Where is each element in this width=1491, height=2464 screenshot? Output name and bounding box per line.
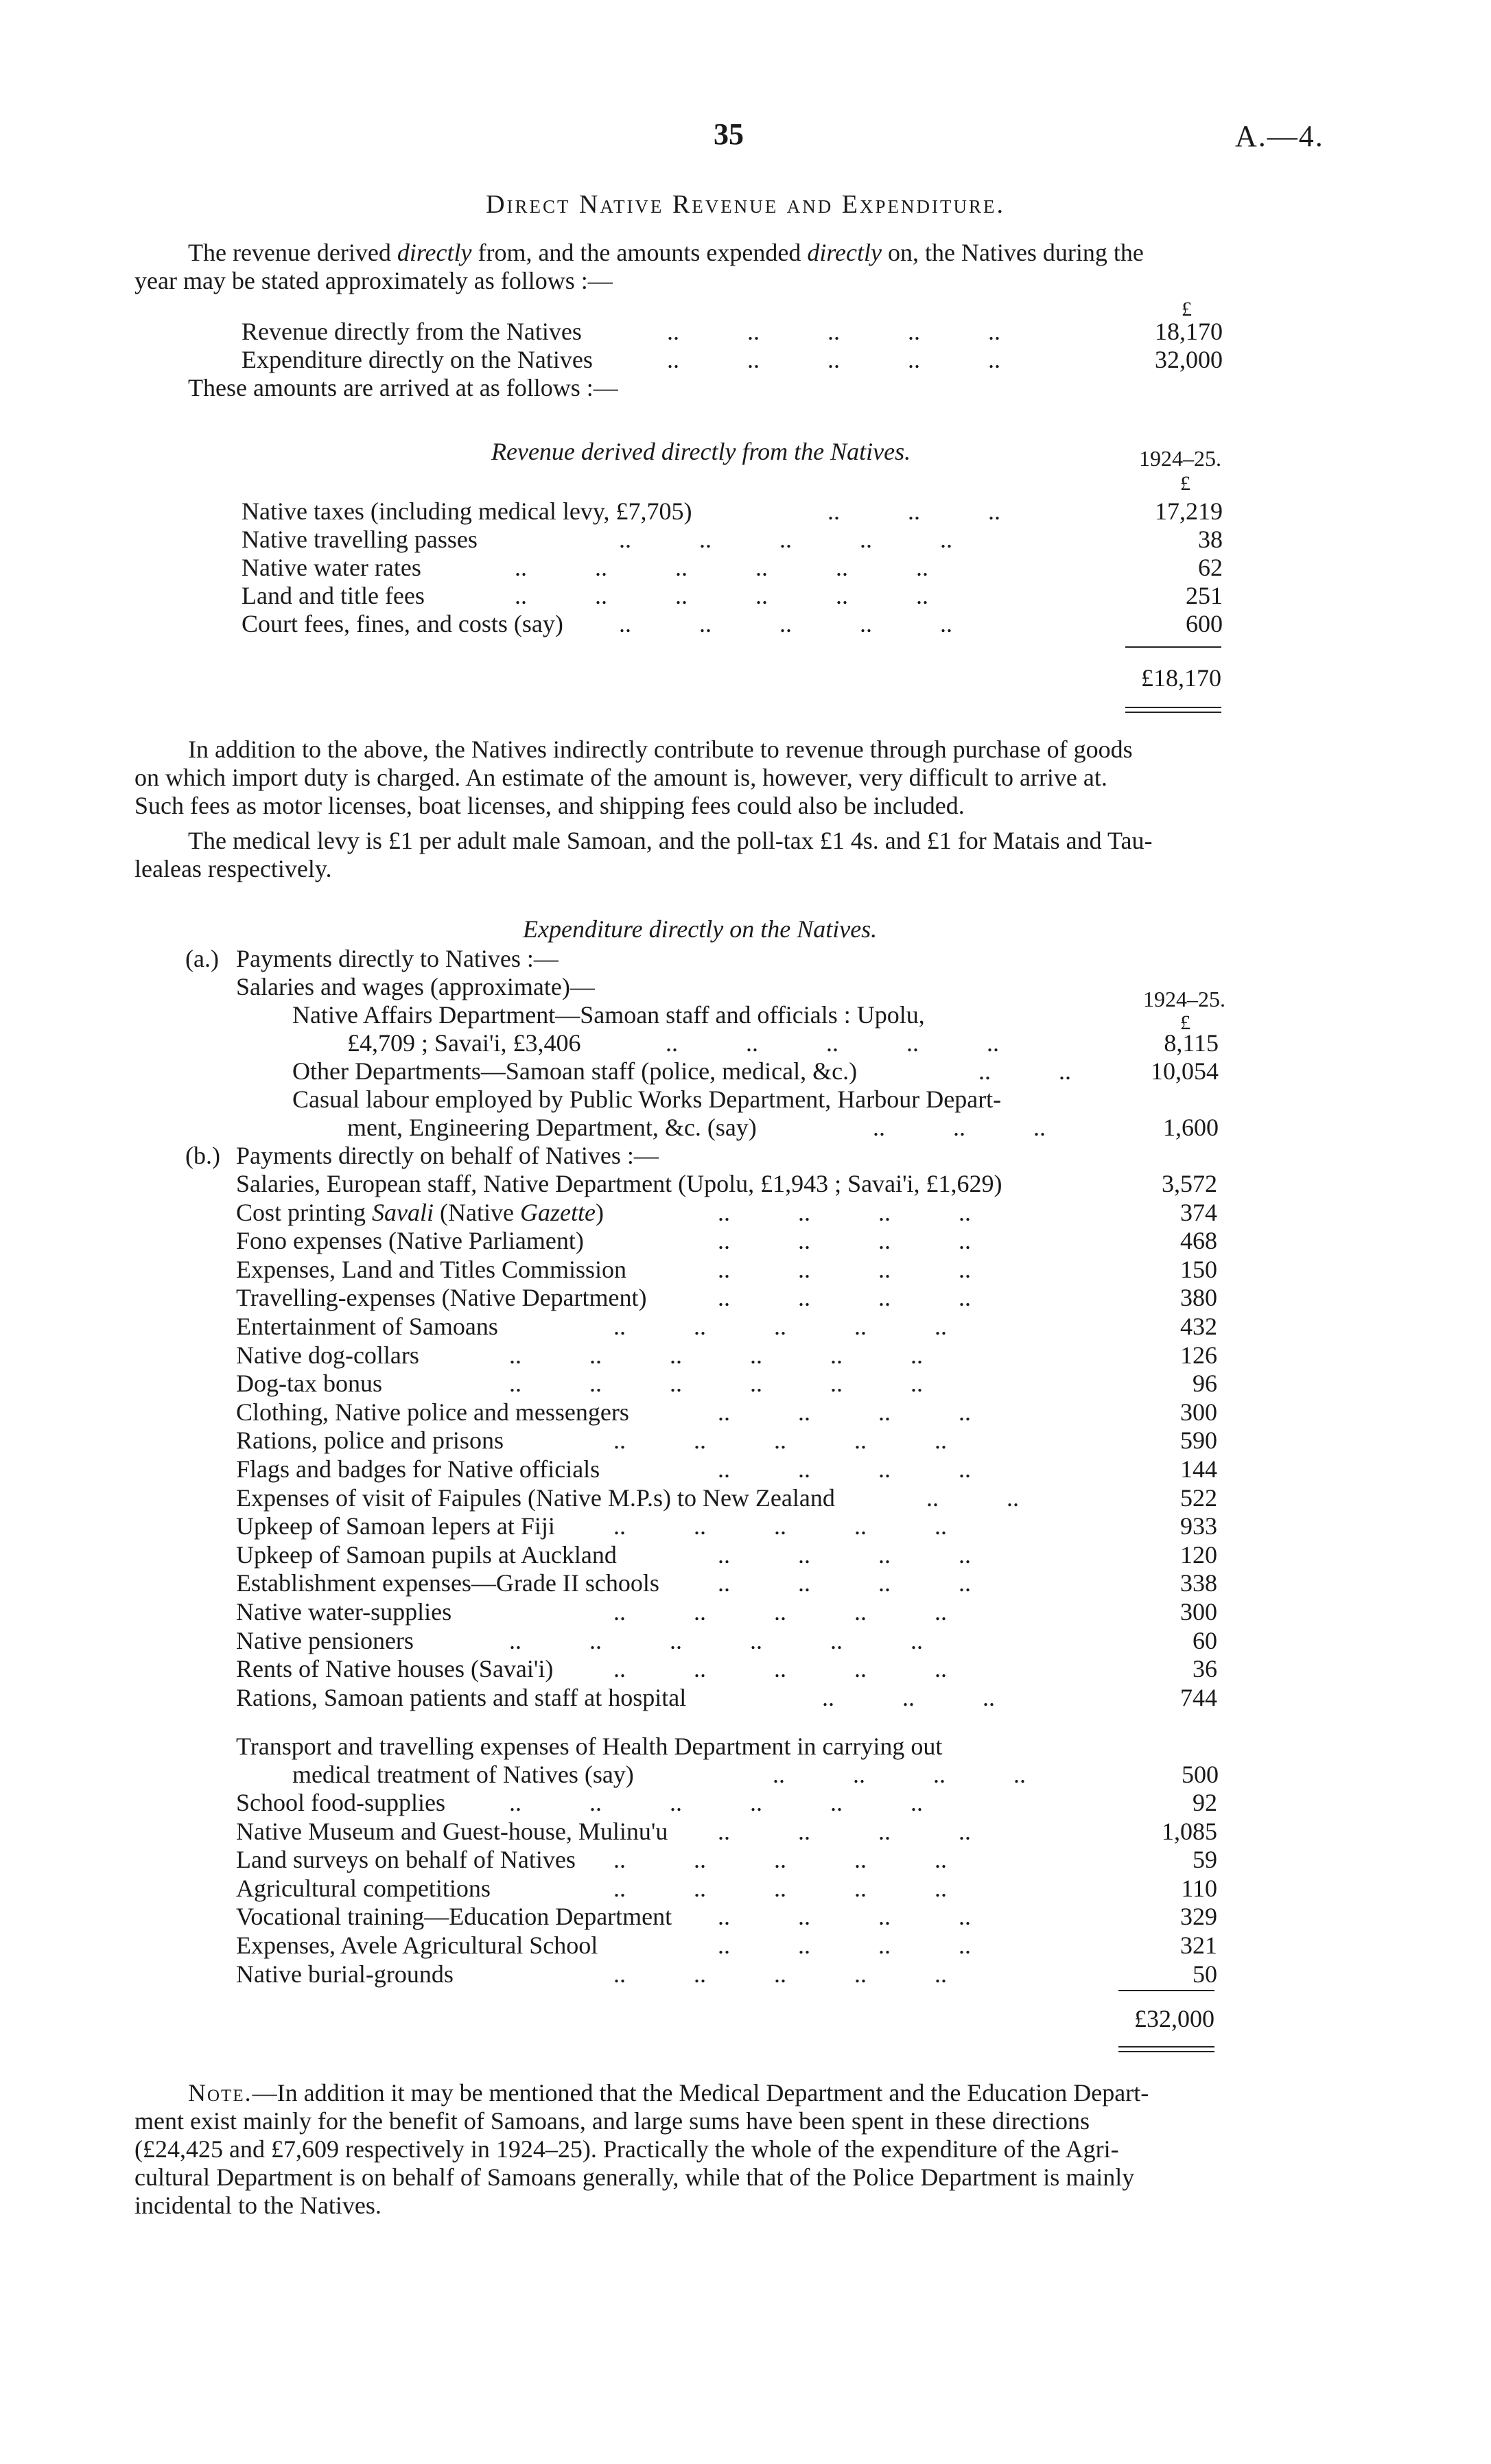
- note-line-2: ment exist mainly for the benefit of Samoans, and large sums have been spent in these directions: [134, 2107, 1090, 2135]
- row-amount: 126: [1180, 1341, 1217, 1369]
- summary-row-revenue: [242, 318, 1223, 346]
- row-amount: 590: [1180, 1427, 1217, 1455]
- leader-dots: .. .. .. .. ..: [613, 1960, 947, 1988]
- leader-dots: .. .. .. .. ..: [613, 1655, 947, 1683]
- row-amount: 338: [1180, 1569, 1217, 1597]
- section-b-marker: (b.): [185, 1142, 220, 1169]
- addition-line-1: In addition to the above, the Natives indirectly contribute to revenue through purchase of goods: [188, 736, 1133, 763]
- leader-dots: .. .. .. ..: [718, 1817, 971, 1845]
- table-row: [236, 1398, 1217, 1427]
- row-amount: 38: [1198, 526, 1223, 553]
- row-label: Revenue directly from the Natives: [242, 318, 582, 345]
- naa-row: [347, 1029, 1219, 1057]
- row-amount: 96: [1193, 1370, 1217, 1398]
- leader-dots: .. .. .. ..: [718, 1255, 971, 1283]
- expenditure-year-header: 1924–25.: [1143, 987, 1225, 1011]
- table-row: [236, 1370, 1217, 1398]
- naa-line-1: Native Affairs Department—Samoan staff and officials : Upolu,: [292, 1001, 925, 1029]
- row-amount: 300: [1180, 1598, 1217, 1626]
- row-amount: 933: [1180, 1512, 1217, 1540]
- intro-line-2: year may be stated approximately as follows :—: [134, 267, 613, 294]
- leader-dots: .. .. ..: [822, 1683, 995, 1711]
- table-row: [236, 1789, 1217, 1817]
- row-amount: 432: [1180, 1313, 1217, 1340]
- section-a-label: Payments directly to Natives :—: [236, 945, 559, 972]
- row-label: Native dog-collars: [236, 1341, 419, 1369]
- expenditure-currency: £: [1180, 1011, 1190, 1034]
- intro-emphasis: directly: [397, 239, 472, 266]
- row-amount: 300: [1180, 1398, 1217, 1426]
- row-amount: 522: [1180, 1483, 1217, 1512]
- table-row: [242, 610, 1223, 638]
- table-row: [236, 1341, 1217, 1370]
- row-label: Native taxes (including medical levy, £7,705): [242, 497, 692, 525]
- levy-line-2: lealeas respectively.: [134, 855, 332, 882]
- table-row: [236, 1227, 1217, 1255]
- table-row: [236, 1313, 1217, 1341]
- row-amount: 17,219: [1155, 497, 1223, 525]
- leader-dots: .. .. .. ..: [718, 1198, 971, 1226]
- row-amount: 144: [1180, 1455, 1217, 1483]
- leader-dots: .. .. .. ..: [718, 1903, 971, 1931]
- leader-dots: .. .. .. ..: [718, 1932, 971, 1959]
- series-reference: A.—4.: [1235, 119, 1324, 153]
- note-line-1: [188, 2079, 1149, 2107]
- leader-dots: .. .. .. .. ..: [666, 1029, 999, 1057]
- leader-dots: .. .. .. .. ..: [667, 318, 1000, 345]
- page-title: Direct Native Revenue and Expenditure.: [486, 190, 1005, 219]
- transport-line-1: Transport and travelling expenses of Health Department in carrying out: [236, 1733, 943, 1760]
- leader-dots: .. .. .. ..: [718, 1227, 971, 1255]
- row-label: Land surveys on behalf of Natives: [236, 1846, 576, 1874]
- row-label: Land and title fees: [242, 582, 425, 609]
- note-line-4: cultural Department is on behalf of Samoans generally, while that of the Police Department is mainly: [134, 2163, 1135, 2191]
- leader-dots: .. .. .. ..: [718, 1284, 971, 1312]
- leader-dots: .. .. .. ..: [718, 1398, 971, 1426]
- row-amount: 329: [1180, 1903, 1217, 1931]
- addition-line-2: on which import duty is charged. An estimate of the amount is, however, very difficult to arrive at.: [134, 764, 1107, 791]
- note-lead: Note.: [188, 2079, 253, 2107]
- leader-dots: .. .. .. .. ..: [613, 1598, 947, 1626]
- row-amount: 150: [1180, 1255, 1217, 1283]
- row-amount: 10,054: [1151, 1057, 1219, 1085]
- row-amount: 251: [1186, 582, 1223, 609]
- leader-dots: .. .. .. .. ..: [619, 610, 952, 637]
- row-label: Vocational training—Education Department: [236, 1903, 672, 1931]
- table-row: [236, 1655, 1217, 1683]
- leader-dots: .. .. .. .. .. ..: [509, 1789, 923, 1816]
- revenue-total: £18,170: [1141, 664, 1221, 692]
- row-label: Rents of Native houses (Savai'i): [236, 1655, 554, 1683]
- intro-line-1: [188, 239, 1144, 267]
- row-label: School food-supplies: [236, 1789, 445, 1816]
- leader-dots: .. .. .. .. ..: [613, 1874, 947, 1902]
- row-label: Other Departments—Samoan staff (police, medical, &c.): [292, 1057, 858, 1085]
- leader-dots: .. .. .. ..: [718, 1569, 971, 1597]
- row-amount: 500: [1182, 1761, 1219, 1788]
- leader-dots: .. .. .. .. ..: [619, 526, 952, 553]
- table-row: [236, 1932, 1217, 1960]
- row-label: Dog-tax bonus: [236, 1370, 382, 1398]
- row-label: medical treatment of Natives (say): [292, 1761, 634, 1788]
- leader-dots: .. .. .. .. .. ..: [515, 582, 928, 609]
- row-amount: 110: [1181, 1874, 1217, 1902]
- row-label: Cost printing Savali (Native Gazette): [236, 1198, 604, 1226]
- salaries-label: Salaries and wages (approximate)—: [236, 973, 595, 1000]
- table-row: [242, 582, 1223, 610]
- row-label: Entertainment of Samoans: [236, 1313, 498, 1340]
- intro-text: The revenue derived: [188, 239, 397, 266]
- row-label: Court fees, fines, and costs (say): [242, 610, 563, 637]
- row-label: Expenses of visit of Faipules (Native M.P.s) to New Zealand: [236, 1483, 835, 1512]
- leader-dots: .. .. .. ..: [718, 1540, 971, 1569]
- revenue-title: Revenue derived directly from the Natives.: [491, 438, 911, 465]
- row-amount: 62: [1198, 554, 1223, 581]
- row-amount: 744: [1180, 1683, 1217, 1711]
- casual-row: [347, 1114, 1219, 1142]
- note-text: —In addition it may be mentioned that the Medical Department and the Education Depart-: [252, 2079, 1149, 2107]
- table-row: [242, 497, 1223, 526]
- row-amount: 32,000: [1155, 346, 1223, 373]
- table-row: [236, 1846, 1217, 1874]
- table-row: [236, 1512, 1217, 1540]
- intro-closing: These amounts are arrived at as follows :—: [188, 374, 618, 401]
- expenditure-total: £32,000: [1134, 2005, 1214, 2032]
- table-row: [236, 1541, 1217, 1569]
- row-amount: 59: [1193, 1846, 1217, 1874]
- intro-text: on, the Natives during the: [881, 239, 1144, 266]
- table-row: [236, 1569, 1217, 1597]
- transport-row: [292, 1761, 1219, 1789]
- revenue-currency: £: [1180, 472, 1190, 495]
- row-amount: 36: [1193, 1655, 1217, 1683]
- row-label: Expenses, Land and Titles Commission: [236, 1255, 627, 1283]
- leader-dots: .. .. .. .. .. ..: [515, 554, 928, 581]
- leader-dots: .. ..: [926, 1483, 1019, 1512]
- table-row: [236, 1684, 1217, 1712]
- expenditure-subtotal-rule: [1118, 1990, 1214, 1991]
- row-label: Native water rates: [242, 554, 421, 581]
- row-label: Upkeep of Samoan lepers at Fiji: [236, 1512, 555, 1540]
- row-label: Agricultural competitions: [236, 1874, 491, 1902]
- row-label: Native pensioners: [236, 1626, 414, 1654]
- row-amount: 60: [1193, 1626, 1217, 1654]
- row-amount: 468: [1180, 1227, 1217, 1255]
- italic-word: Gazette: [519, 1198, 596, 1226]
- leader-dots: .. .. .. .. .. ..: [509, 1341, 923, 1369]
- row-label: Expenses, Avele Agricultural School: [236, 1932, 598, 1959]
- row-label: £4,709 ; Savai'i, £3,406: [347, 1029, 581, 1057]
- leader-dots: .. .. .. .. ..: [667, 346, 1000, 373]
- row-amount: 321: [1180, 1932, 1217, 1959]
- revenue-subtotal-rule: [1125, 646, 1221, 648]
- other-departments-row: [292, 1057, 1219, 1086]
- note-line-5: incidental to the Natives.: [134, 2192, 381, 2219]
- row-label: Salaries, European staff, Native Department (Upolu, £1,943 ; Savai'i, £1,629): [236, 1170, 1002, 1197]
- row-amount: 380: [1180, 1284, 1217, 1312]
- section-b-label: Payments directly on behalf of Natives :—: [236, 1142, 659, 1169]
- row-amount: 92: [1193, 1789, 1217, 1816]
- table-row: [236, 1903, 1217, 1931]
- revenue-total-rule: [1125, 707, 1221, 708]
- row-label: Rations, police and prisons: [236, 1427, 504, 1455]
- row-amount: 18,170: [1155, 318, 1223, 345]
- leader-dots: .. .. .. ..: [718, 1455, 971, 1483]
- row-label: Travelling-expenses (Native Department): [236, 1284, 647, 1312]
- row-label: Native travelling passes: [242, 526, 478, 553]
- levy-line-1: The medical levy is £1 per adult male Samoan, and the poll-tax £1 4s. and £1 for Matais and Tau-: [188, 827, 1153, 854]
- table-row: [236, 1875, 1217, 1903]
- leader-dots: .. .. .. .. ..: [613, 1846, 947, 1874]
- table-row: [236, 1199, 1217, 1227]
- leader-dots: .. ..: [978, 1057, 1071, 1085]
- row-label: Expenditure directly on the Natives: [242, 346, 593, 373]
- intro-text: from, and the amounts expended: [471, 239, 808, 266]
- revenue-year-header: 1924–25.: [1139, 446, 1221, 471]
- row-amount: 1,600: [1163, 1114, 1219, 1141]
- row-label: Clothing, Native police and messengers: [236, 1398, 629, 1426]
- leader-dots: .. .. ..: [873, 1114, 1046, 1141]
- table-row: [236, 1455, 1217, 1483]
- table-row: [236, 1627, 1217, 1655]
- expenditure-total-rule: [1118, 2051, 1214, 2052]
- row-label: Establishment expenses—Grade II schools: [236, 1569, 659, 1597]
- table-row: [236, 1598, 1217, 1626]
- casual-line-1: Casual labour employed by Public Works Department, Harbour Depart-: [292, 1086, 1002, 1113]
- note-line-3: (£24,425 and £7,609 respectively in 1924–25). Practically the whole of the expenditure of the Agri-: [134, 2135, 1119, 2163]
- row-label: Flags and badges for Native officials: [236, 1455, 600, 1483]
- table-row: [236, 1484, 1217, 1512]
- table-row: [236, 1818, 1217, 1846]
- leader-dots: .. .. .. .. ..: [613, 1313, 947, 1340]
- row-amount: 120: [1180, 1540, 1217, 1569]
- row-label: Native burial-grounds: [236, 1960, 454, 1988]
- leader-dots: .. .. .. ..: [773, 1761, 1026, 1788]
- row-amount: 374: [1180, 1198, 1217, 1226]
- row-amount: 600: [1186, 610, 1223, 637]
- leader-dots: .. .. .. .. .. ..: [509, 1626, 923, 1654]
- intro-emphasis: directly: [807, 239, 882, 266]
- expenditure-total-rule: [1118, 2046, 1214, 2048]
- row-label: ment, Engineering Department, &c. (say): [347, 1114, 757, 1141]
- table-row: [236, 1427, 1217, 1455]
- addition-line-3: Such fees as motor licenses, boat licenses, and shipping fees could also be included.: [134, 792, 965, 819]
- revenue-total-rule: [1125, 712, 1221, 713]
- row-amount: 3,572: [1162, 1170, 1217, 1197]
- table-row: [242, 554, 1223, 582]
- row-label: Upkeep of Samoan pupils at Auckland: [236, 1540, 617, 1569]
- table-row: [236, 1284, 1217, 1312]
- leader-dots: .. .. .. .. .. ..: [509, 1370, 923, 1398]
- table-row: [236, 1960, 1217, 1988]
- table-row: [236, 1170, 1217, 1198]
- leader-dots: .. .. .. .. ..: [613, 1427, 947, 1455]
- expenditure-title: Expenditure directly on the Natives.: [523, 915, 878, 943]
- section-a-marker: (a.): [185, 945, 219, 972]
- row-amount: 1,085: [1162, 1817, 1217, 1845]
- row-amount: 50: [1193, 1960, 1217, 1988]
- leader-dots: .. .. .. .. ..: [613, 1512, 947, 1540]
- italic-word: Savali: [372, 1198, 434, 1226]
- summary-row-expenditure: [242, 346, 1223, 374]
- table-row: [242, 526, 1223, 554]
- row-label: Native Museum and Guest-house, Mulinu'u: [236, 1817, 668, 1845]
- intro-currency: £: [1182, 298, 1192, 320]
- page-number: 35: [714, 117, 744, 151]
- row-amount: 8,115: [1164, 1029, 1219, 1057]
- row-label: Fono expenses (Native Parliament): [236, 1227, 584, 1255]
- row-label: Rations, Samoan patients and staff at hospital: [236, 1683, 687, 1711]
- table-row: [236, 1256, 1217, 1284]
- row-label: Native water-supplies: [236, 1598, 452, 1626]
- leader-dots: .. .. ..: [827, 497, 1000, 525]
